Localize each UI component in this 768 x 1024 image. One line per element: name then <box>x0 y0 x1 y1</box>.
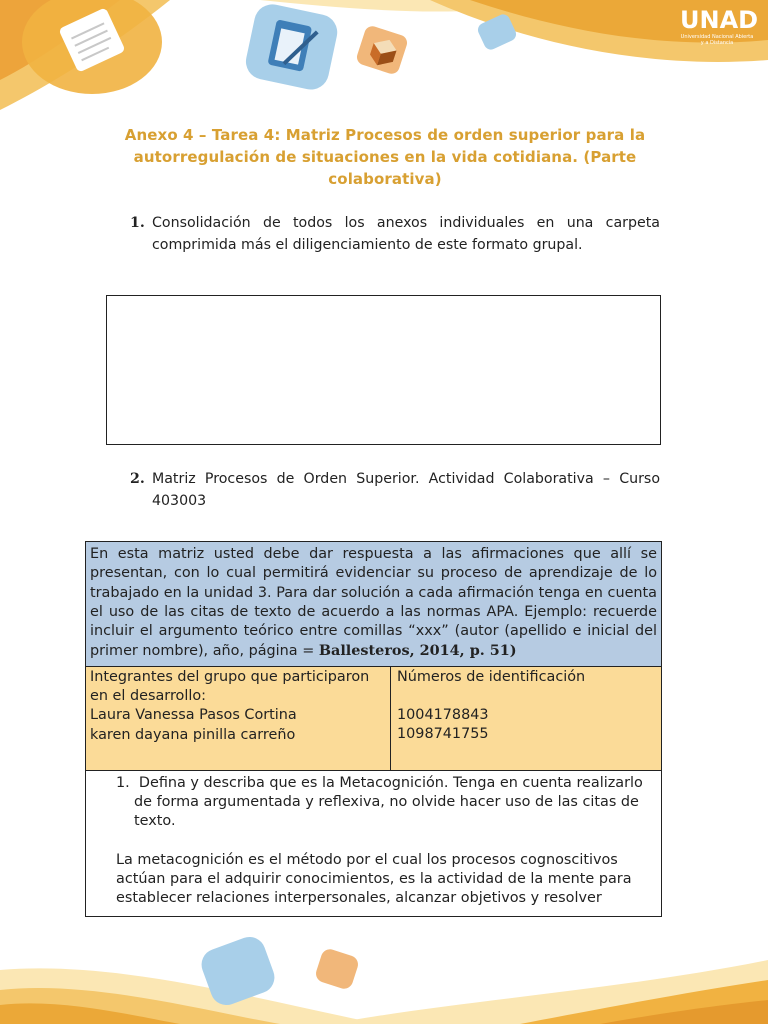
process-matrix-table <box>85 541 662 917</box>
clipboard-icon <box>243 1 341 93</box>
member-name: Laura Vanessa Pasos Cortina <box>90 707 297 724</box>
members-row <box>86 667 661 771</box>
item-number: 1. <box>130 215 145 231</box>
header-decoration <box>0 0 768 120</box>
question-body: Defina y describa que es la Metacognición. Tenga en cuenta realizarlo de forma argumentada y reflexiva, no olvide hacer uso de las citas de texto. <box>134 774 643 830</box>
orange-tile-decoration <box>314 947 361 991</box>
members-header: Integrantes del grupo que participaron en el desarrollo: <box>90 668 370 705</box>
instructions-text: En esta matriz usted debe dar respuesta a las afirmaciones que allí se presentan, con lo cual permitirá evidenciar su proceso de aprendizaje de lo trabajado en la unidad 3. Para dar solución a cada afirmación tenga en cuenta el uso de las citas de texto de acuerdo a las normas APA. Ejemplo: recuerde incluir el argumento teórico entre comillas “xxx” (autor (apellido e inicial del primer nombre), año, página = <box>90 546 657 660</box>
list-item-1 <box>130 212 660 256</box>
question-cell <box>86 771 661 916</box>
apa-example: Ballesteros, 2014, p. 51) <box>318 642 517 660</box>
member-id: 1098741755 <box>397 726 489 743</box>
item-number: 2. <box>130 471 145 487</box>
empty-answer-box <box>106 295 661 445</box>
members-column <box>86 667 391 770</box>
member-id: 1004178843 <box>397 707 489 724</box>
box-icon <box>355 24 409 76</box>
list-item-2 <box>130 468 660 512</box>
question-number: 1. <box>116 774 130 791</box>
ids-column <box>391 667 661 770</box>
answer-text: La metacognición es el método por el cual los procesos cognoscitivos actúan para el adquirir conocimientos, es la actividad de la mente para establecer relaciones interpersonales, alcanzar objetivos y resolver <box>116 851 632 907</box>
unad-logo: UNAD Universidad Nacional Abierta y a Distancia <box>680 6 759 46</box>
matrix-instructions <box>86 542 661 667</box>
item-text: Consolidación de todos los anexos individuales en una carpeta comprimida más el diligenciamiento de este formato grupal. <box>152 215 660 253</box>
document-title: Anexo 4 – Tarea 4: Matriz Procesos de orden superior para la autorregulación de situaciones en la vida cotidiana. (Parte colaborativa) <box>124 126 646 188</box>
footer-decoration <box>0 930 768 1024</box>
question-text <box>90 774 651 832</box>
ids-header: Números de identificación <box>397 668 586 685</box>
item-text: Matriz Procesos de Orden Superior. Actividad Colaborativa – Curso 403003 <box>152 471 660 509</box>
member-name: karen dayana pinilla carreño <box>90 726 296 743</box>
